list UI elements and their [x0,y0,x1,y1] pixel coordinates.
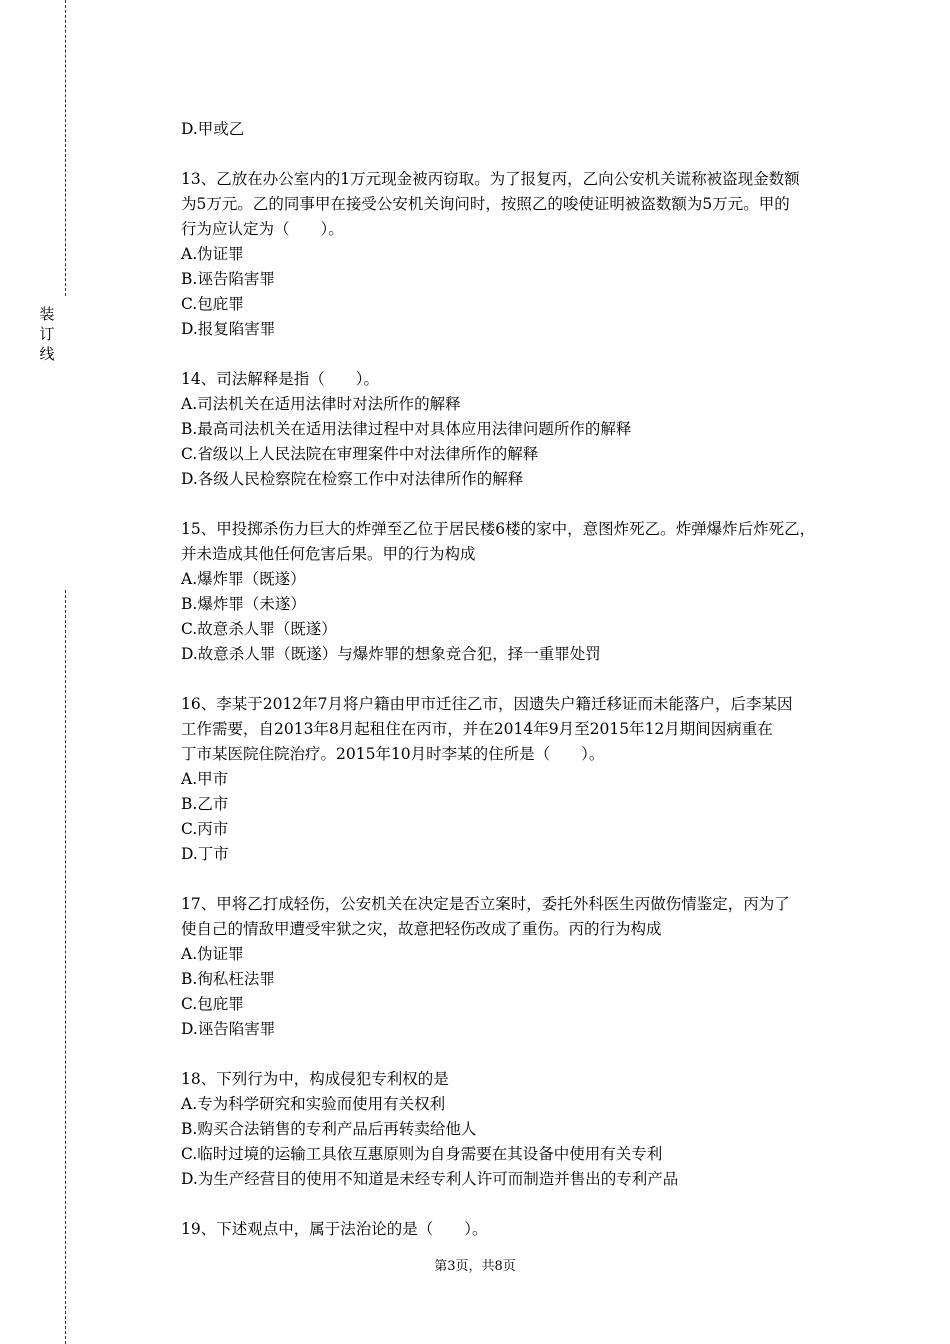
option-b: B.诬告陷害罪 [181,270,275,288]
question-stem: 工作需要，自2013年8月起租住在丙市，并在2014年9月至2015年12月期间因病重在 [181,720,773,738]
binding-dashed-line-bottom [65,590,66,1344]
question-stem: 14、司法解释是指（ ）。 [181,370,379,388]
option-d: D.报复陷害罪 [181,320,276,338]
question-stem: 并未造成其他任何危害后果。甲的行为构成 [181,545,476,563]
question-19 [181,1217,846,1242]
option-b: B.乙市 [181,795,229,813]
binding-label [38,304,56,364]
question-stem: 为5万元。乙的同事甲在接受公安机关询问时，按照乙的唆使证明被盗数额为5万元。甲的 [181,195,790,213]
option-b: B.最高司法机关在适用法律过程中对具体应用法律问题所作的解释 [181,420,632,438]
question-content [181,117,846,1242]
option-a: A.司法机关在适用法律时对法所作的解释 [181,395,461,413]
binding-label-char: 订 [39,325,55,343]
question-stem: 18、下列行为中，构成侵犯专利权的是 [181,1070,449,1088]
option-c: C.故意杀人罪（既遂） [181,620,337,638]
question-stem: 使自己的情敌甲遭受牢狱之灾，故意把轻伤改成了重伤。丙的行为构成 [181,920,662,938]
question-stem: 13、乙放在办公室内的1万元现金被丙窃取。为了报复丙，乙向公安机关谎称被盗现金数额 [181,170,800,188]
option-a: A.甲市 [181,770,229,788]
binding-dashed-line-top [65,0,66,296]
question-13 [181,167,846,342]
option-b: B.徇私枉法罪 [181,970,275,988]
option-d: D.丁市 [181,845,229,863]
option-c: C.省级以上人民法院在审理案件中对法律所作的解释 [181,445,539,463]
option-c: C.包庇罪 [181,995,244,1013]
lead-option: D.甲或乙 [181,120,245,138]
question-18 [181,1067,846,1192]
question-stem: 15、甲投掷杀伤力巨大的炸弹至乙位于居民楼6楼的家中，意图炸死乙。炸弹爆炸后炸死乙， [181,520,816,538]
question-17 [181,892,846,1042]
question-14 [181,367,846,492]
question-stem: 17、甲将乙打成轻伤，公安机关在决定是否立案时，委托外科医生丙做伤情鉴定，丙为了 [181,895,790,913]
option-c: C.包庇罪 [181,295,244,313]
question-stem: 丁市某医院住院治疗。2015年10月时李某的住所是（ ）。 [181,745,605,763]
option-a: A.专为科学研究和实验而使用有关权利 [181,1095,446,1113]
option-d: D.各级人民检察院在检察工作中对法律所作的解释 [181,470,524,488]
option-c: C.丙市 [181,820,229,838]
option-d: D.为生产经营目的使用不知道是未经专利人许可而制造并售出的专利产品 [181,1170,679,1188]
option-b: B.购买合法销售的专利产品后再转卖给他人 [181,1120,477,1138]
question-stem: 16、李某于2012年7月将户籍由甲市迁往乙市，因遗失户籍迁移证而未能落户，后李某因 [181,695,793,713]
option-a: A.伪证罪 [181,245,244,263]
option-b: B.爆炸罪（未遂） [181,595,306,613]
option-c: C.临时过境的运输工具依互惠原则为自身需要在其设备中使用有关专利 [181,1145,663,1163]
question-16 [181,692,846,867]
question-stem: 行为应认定为（ ）。 [181,220,344,238]
question-15 [181,517,846,667]
option-a: A.爆炸罪（既遂） [181,570,306,588]
option-a: A.伪证罪 [181,945,244,963]
page-number-footer: 第3页，共8页 [434,1259,516,1274]
option-d: D.故意杀人罪（既遂）与爆炸罪的想象竞合犯，择一重罪处罚 [181,645,601,663]
binding-label-char: 线 [39,345,55,363]
question-stem: 19、下述观点中，属于法治论的是（ ）。 [181,1220,488,1238]
binding-label-char: 装 [39,305,55,323]
option-d: D.诬告陷害罪 [181,1020,276,1038]
